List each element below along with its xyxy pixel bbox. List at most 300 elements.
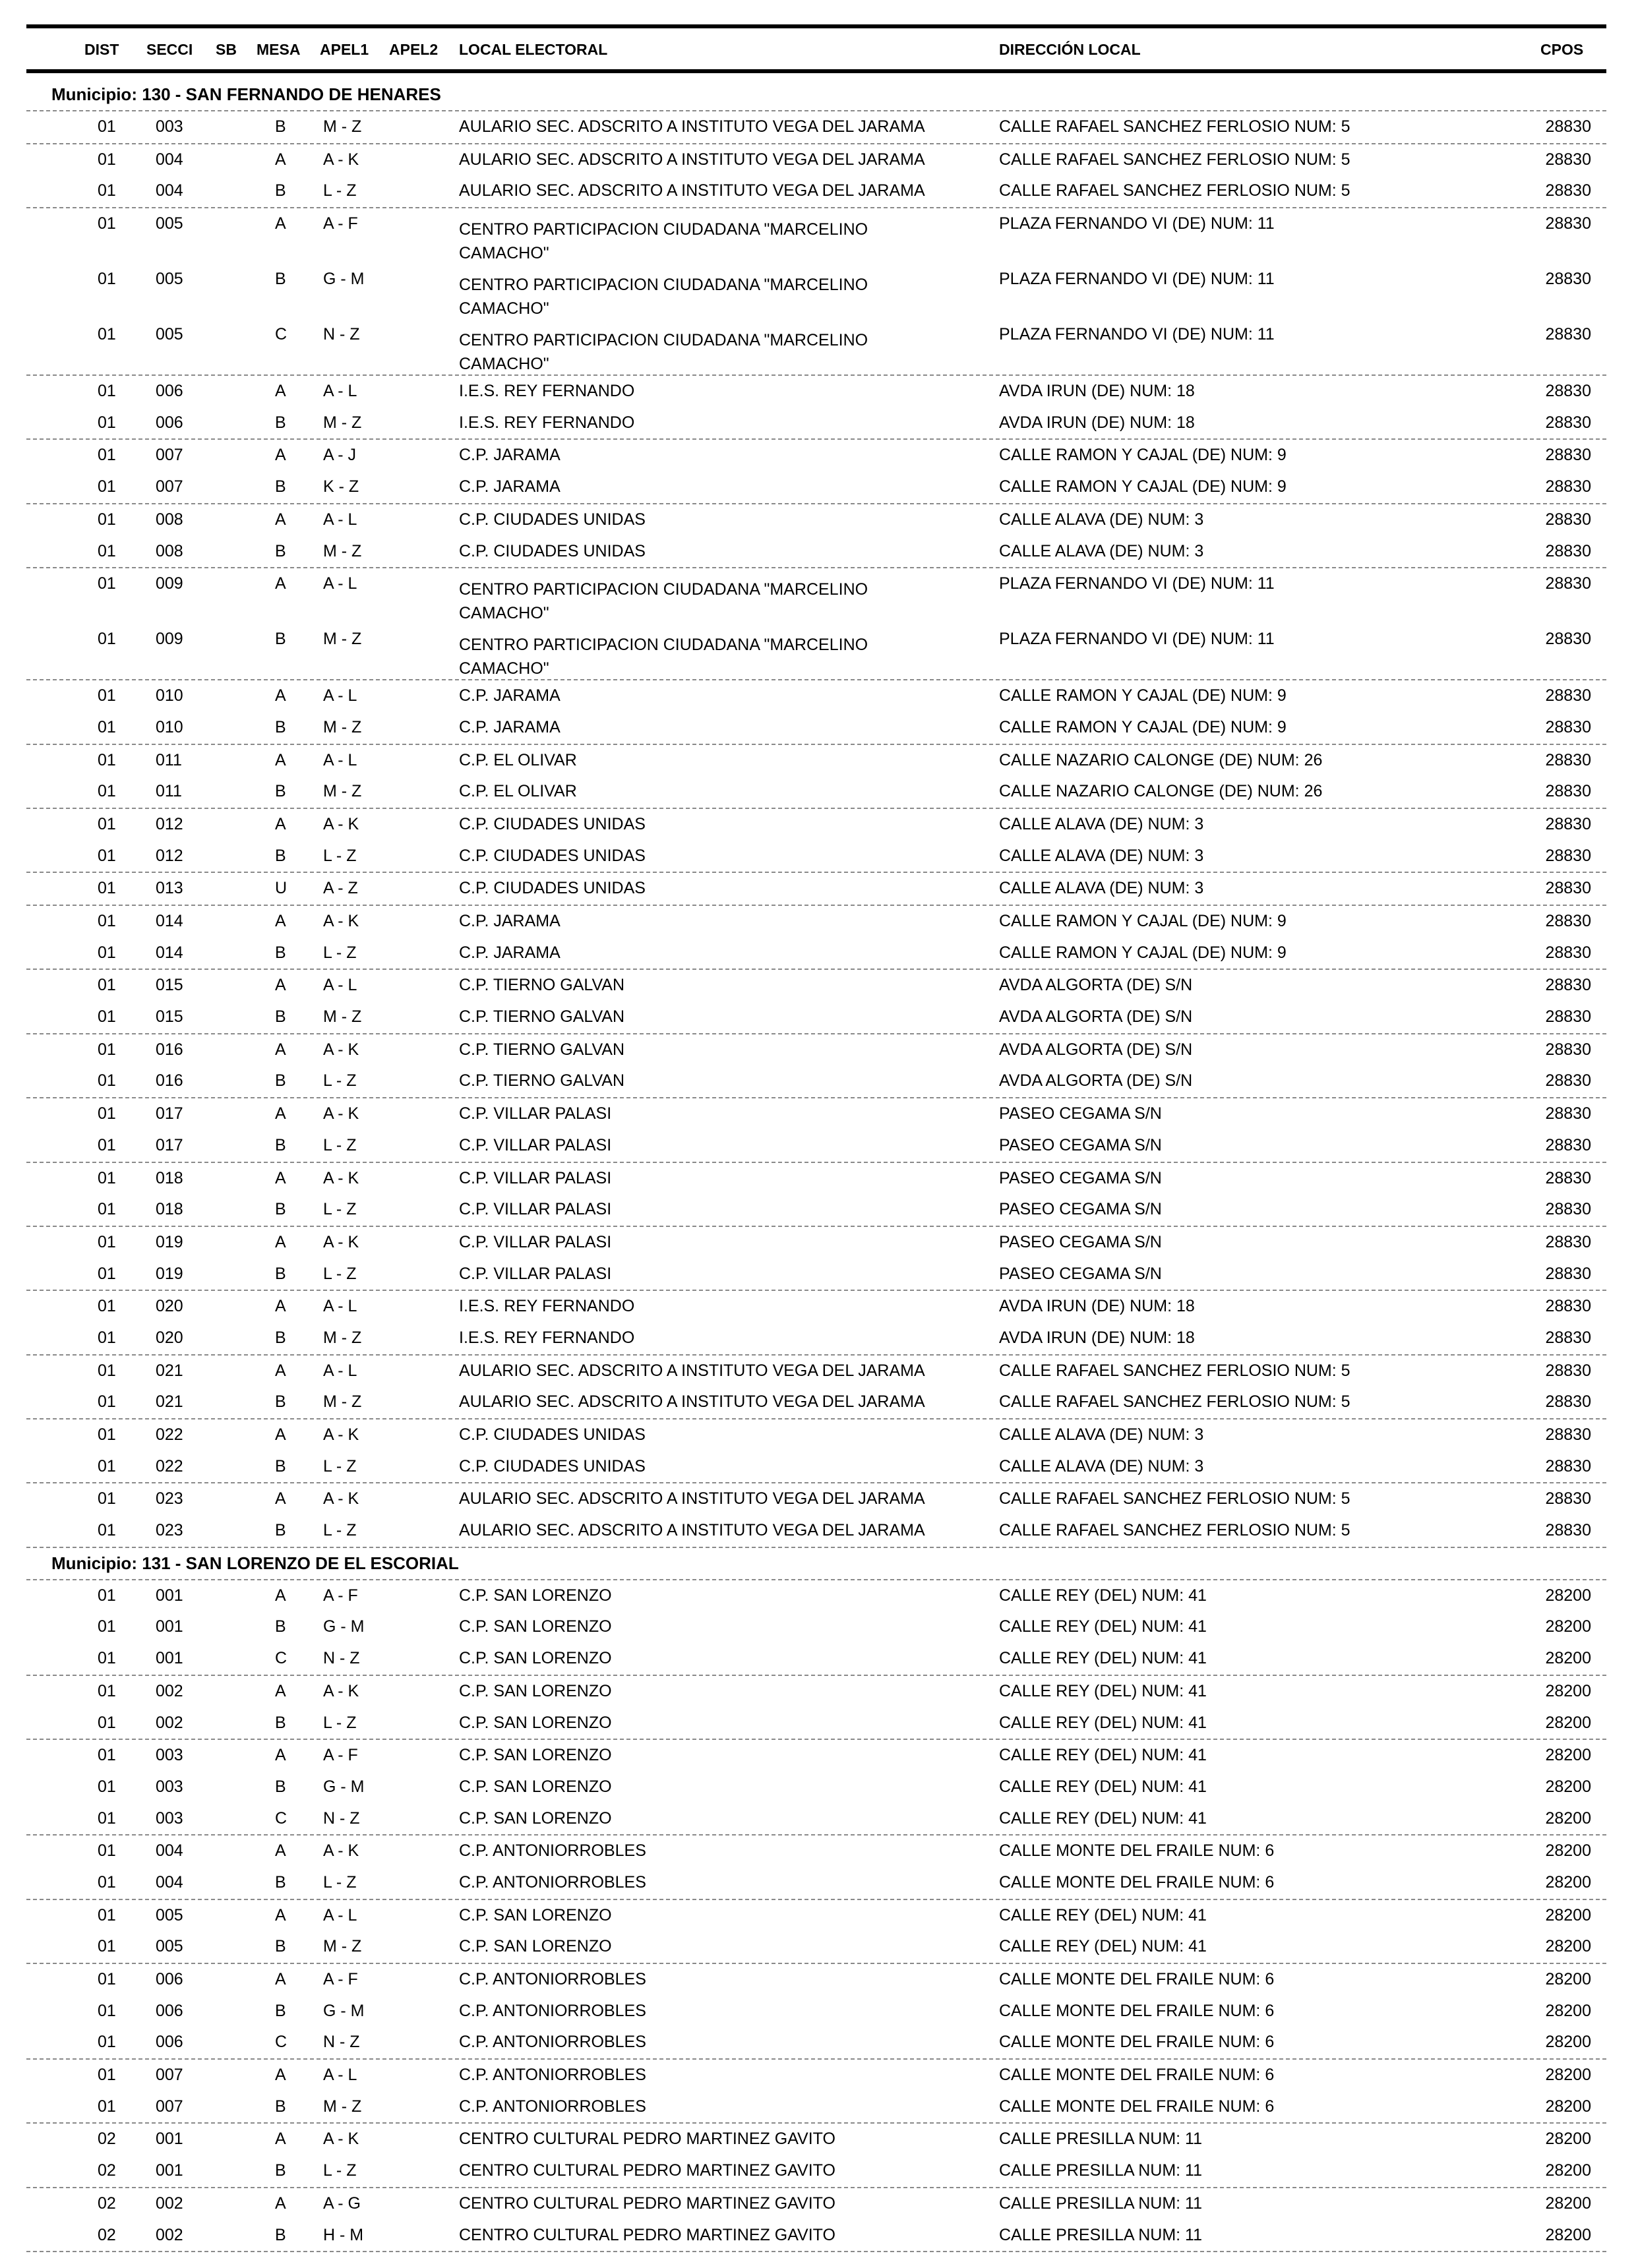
row-separator xyxy=(26,2251,1606,2252)
table-row xyxy=(0,1515,1638,1547)
cell-apel1: M - Z xyxy=(323,1937,362,1956)
cell-direccion: CALLE RAFAEL SANCHEZ FERLOSIO NUM: 5 xyxy=(999,181,1350,200)
cell-dist: 01 xyxy=(98,446,116,465)
cell-cpos: 28830 xyxy=(1545,943,1591,962)
cell-dist: 01 xyxy=(98,1264,116,1283)
table-row xyxy=(0,1001,1638,1033)
cell-apel1: A - K xyxy=(323,1104,359,1123)
cell-local: C.P. SAN LORENZO xyxy=(459,1649,612,1668)
cell-local: C.P. TIERNO GALVAN xyxy=(459,976,625,995)
table-row xyxy=(0,841,1638,872)
cell-mesa: A xyxy=(275,446,286,465)
cell-cpos: 28830 xyxy=(1545,1328,1591,1347)
cell-mesa: A xyxy=(275,976,286,995)
cell-apel1: A - K xyxy=(323,814,359,833)
cell-mesa: B xyxy=(275,2161,286,2180)
cell-mesa: B xyxy=(275,846,286,865)
table-row xyxy=(0,1483,1638,1515)
cell-mesa: B xyxy=(275,1200,286,1219)
cell-apel1: L - Z xyxy=(323,2161,357,2180)
cell-local: CENTRO CULTURAL PEDRO MARTINEZ GAVITO xyxy=(459,2193,835,2213)
cell-secci: 019 xyxy=(156,1232,183,1251)
cell-local: C.P. SAN LORENZO xyxy=(459,1681,612,1700)
cell-mesa: B xyxy=(275,1617,286,1636)
cell-direccion: AVDA IRUN (DE) NUM: 18 xyxy=(999,1328,1195,1347)
cell-local: C.P. TIERNO GALVAN xyxy=(459,1071,625,1090)
cell-dist: 01 xyxy=(98,510,116,529)
cell-local: C.P. CIUDADES UNIDAS xyxy=(459,510,646,529)
cell-mesa: C xyxy=(275,1808,288,1828)
cell-dist: 01 xyxy=(98,413,116,432)
cell-cpos: 28200 xyxy=(1545,1970,1591,1988)
cell-local: C.P. SAN LORENZO xyxy=(459,1746,612,1765)
cell-apel1: L - Z xyxy=(323,1521,357,1540)
table-row xyxy=(0,1740,1638,1772)
cell-direccion: PASEO CEGAMA S/N xyxy=(999,1135,1162,1154)
top-rule xyxy=(26,24,1606,28)
cell-direccion: CALLE REY (DEL) NUM: 41 xyxy=(999,1746,1207,1765)
cell-secci: 003 xyxy=(156,1808,183,1828)
cell-direccion: CALLE PRESILLA NUM: 11 xyxy=(999,2161,1203,2180)
cell-direccion: AVDA ALGORTA (DE) S/N xyxy=(999,976,1193,995)
cell-dist: 01 xyxy=(98,943,116,962)
table-row xyxy=(0,776,1638,808)
cell-local: C.P. JARAMA xyxy=(459,912,561,930)
cell-apel1: N - Z xyxy=(323,325,360,344)
cell-direccion: PASEO CEGAMA S/N xyxy=(999,1264,1162,1283)
cell-mesa: A xyxy=(275,1746,286,1765)
cell-direccion: CALLE ALAVA (DE) NUM: 3 xyxy=(999,814,1204,833)
header-bottom-rule xyxy=(26,69,1606,73)
header-apel1: APEL1 xyxy=(320,41,369,58)
cell-direccion: CALLE RAMON Y CAJAL (DE) NUM: 9 xyxy=(999,686,1287,705)
cell-direccion: PLAZA FERNANDO VI (DE) NUM: 11 xyxy=(999,630,1275,649)
cell-cpos: 28200 xyxy=(1545,2130,1591,2149)
cell-direccion: CALLE MONTE DEL FRAILE NUM: 6 xyxy=(999,2066,1275,2085)
cell-local: C.P. JARAMA xyxy=(459,943,561,962)
cell-direccion: AVDA IRUN (DE) NUM: 18 xyxy=(999,382,1195,401)
cell-cpos: 28200 xyxy=(1545,1905,1591,1925)
cell-direccion: CALLE REY (DEL) NUM: 41 xyxy=(999,1649,1207,1668)
table-row xyxy=(0,906,1638,938)
cell-secci: 007 xyxy=(156,2066,183,2085)
cell-cpos: 28200 xyxy=(1545,1937,1591,1956)
cell-secci: 022 xyxy=(156,1425,183,1444)
cell-secci: 003 xyxy=(156,1777,183,1796)
cell-secci: 004 xyxy=(156,1872,183,1892)
cell-cpos: 28830 xyxy=(1545,150,1591,169)
cell-local: C.P. ANTONIORROBLES xyxy=(459,2066,646,2085)
cell-dist: 01 xyxy=(98,574,116,593)
table-row xyxy=(0,1611,1638,1643)
table-row xyxy=(0,264,1638,319)
cell-mesa: A xyxy=(275,1681,286,1700)
table-row xyxy=(0,536,1638,568)
cell-dist: 01 xyxy=(98,1937,116,1956)
cell-cpos: 28200 xyxy=(1545,1586,1591,1605)
cell-cpos: 28830 xyxy=(1545,382,1591,401)
cell-dist: 01 xyxy=(98,1489,116,1508)
cell-secci: 007 xyxy=(156,2097,183,2116)
cell-dist: 01 xyxy=(98,1841,116,1861)
cell-secci: 014 xyxy=(156,912,183,930)
cell-secci: 006 xyxy=(156,1970,183,1988)
cell-dist: 02 xyxy=(98,2161,116,2180)
cell-dist: 01 xyxy=(98,1392,116,1412)
cell-apel1: G - M xyxy=(323,1777,365,1796)
cell-local: C.P. JARAMA xyxy=(459,717,561,736)
cell-dist: 01 xyxy=(98,1521,116,1540)
cell-local: CENTRO CULTURAL PEDRO MARTINEZ GAVITO xyxy=(459,2130,835,2149)
table-row xyxy=(0,873,1638,905)
cell-apel1: L - Z xyxy=(323,1200,357,1219)
cell-dist: 01 xyxy=(98,1586,116,1605)
cell-local: C.P. SAN LORENZO xyxy=(459,1905,612,1925)
cell-apel1: A - L xyxy=(323,510,357,529)
cell-secci: 002 xyxy=(156,1713,183,1732)
cell-direccion: CALLE REY (DEL) NUM: 41 xyxy=(999,1586,1207,1605)
cell-secci: 012 xyxy=(156,814,183,833)
cell-secci: 006 xyxy=(156,382,183,401)
cell-apel1: A - K xyxy=(323,1489,359,1508)
cell-apel1: L - Z xyxy=(323,1456,357,1476)
cell-direccion: PASEO CEGAMA S/N xyxy=(999,1200,1162,1219)
cell-secci: 020 xyxy=(156,1297,183,1316)
cell-local: AULARIO SEC. ADSCRITO A INSTITUTO VEGA DEL JARAMA xyxy=(459,150,925,169)
cell-local: AULARIO SEC. ADSCRITO A INSTITUTO VEGA DEL JARAMA xyxy=(459,1392,925,1412)
header-dist: DIST xyxy=(84,41,119,58)
cell-cpos: 28200 xyxy=(1545,2193,1591,2213)
table-row xyxy=(0,712,1638,744)
cell-secci: 005 xyxy=(156,1905,183,1925)
table-row xyxy=(0,1835,1638,1867)
cell-direccion: CALLE RAFAEL SANCHEZ FERLOSIO NUM: 5 xyxy=(999,150,1350,169)
cell-local: CENTRO PARTICIPACION CIUDADANA "MARCELINO CAMACHO" xyxy=(459,580,868,623)
cell-direccion: AVDA ALGORTA (DE) S/N xyxy=(999,1071,1193,1090)
cell-mesa: A xyxy=(275,1104,286,1123)
cell-direccion: PLAZA FERNANDO VI (DE) NUM: 11 xyxy=(999,270,1275,289)
cell-mesa: A xyxy=(275,1425,286,1444)
cell-secci: 023 xyxy=(156,1521,183,1540)
cell-cpos: 28830 xyxy=(1545,1071,1591,1090)
cell-mesa: B xyxy=(275,1007,286,1027)
cell-dist: 01 xyxy=(98,879,116,898)
cell-direccion: CALLE RAMON Y CAJAL (DE) NUM: 9 xyxy=(999,477,1287,496)
cell-secci: 019 xyxy=(156,1264,183,1283)
cell-mesa: C xyxy=(275,2033,288,2052)
cell-apel1: A - L xyxy=(323,2066,357,2085)
cell-local: C.P. VILLAR PALASI xyxy=(459,1168,612,1187)
cell-direccion: CALLE MONTE DEL FRAILE NUM: 6 xyxy=(999,2001,1275,2020)
cell-cpos: 28830 xyxy=(1545,782,1591,801)
table-row xyxy=(0,1130,1638,1162)
cell-direccion: CALLE RAMON Y CAJAL (DE) NUM: 9 xyxy=(999,717,1287,736)
cell-dist: 01 xyxy=(98,630,116,649)
cell-mesa: B xyxy=(275,717,286,736)
municipio-heading: Municipio: 131 - SAN LORENZO DE EL ESCORIAL xyxy=(51,1553,459,1573)
cell-local: AULARIO SEC. ADSCRITO A INSTITUTO VEGA DEL JARAMA xyxy=(459,117,925,136)
cell-mesa: A xyxy=(275,912,286,930)
cell-dist: 01 xyxy=(98,117,116,136)
cell-mesa: B xyxy=(275,270,286,289)
header-sb: SB xyxy=(216,41,237,58)
cell-apel1: A - K xyxy=(323,1681,359,1700)
cell-cpos: 28200 xyxy=(1545,2001,1591,2020)
cell-direccion: CALLE MONTE DEL FRAILE NUM: 6 xyxy=(999,1841,1275,1861)
cell-mesa: B xyxy=(275,2001,286,2020)
cell-apel1: A - Z xyxy=(323,879,358,898)
table-row xyxy=(0,1676,1638,1708)
cell-cpos: 28830 xyxy=(1545,1489,1591,1508)
cell-secci: 008 xyxy=(156,541,183,560)
cell-apel1: L - Z xyxy=(323,846,357,865)
cell-local: CENTRO PARTICIPACION CIUDADANA "MARCELINO CAMACHO" xyxy=(459,636,868,678)
cell-local: AULARIO SEC. ADSCRITO A INSTITUTO VEGA DEL JARAMA xyxy=(459,181,925,200)
table-row xyxy=(0,1996,1638,2027)
cell-direccion: CALLE REY (DEL) NUM: 41 xyxy=(999,1681,1207,1700)
table-row xyxy=(0,2027,1638,2058)
cell-apel1: A - K xyxy=(323,150,359,169)
cell-cpos: 28830 xyxy=(1545,717,1591,736)
cell-mesa: B xyxy=(275,630,286,649)
cell-direccion: CALLE RAFAEL SANCHEZ FERLOSIO NUM: 5 xyxy=(999,117,1350,136)
cell-local: CENTRO CULTURAL PEDRO MARTINEZ GAVITO xyxy=(459,2161,835,2180)
cell-apel1: A - J xyxy=(323,446,357,465)
cell-mesa: A xyxy=(275,2193,286,2213)
cell-apel1: M - Z xyxy=(323,413,362,432)
cell-dist: 02 xyxy=(98,2193,116,2213)
cell-cpos: 28830 xyxy=(1545,270,1591,289)
cell-cpos: 28830 xyxy=(1545,686,1591,705)
cell-direccion: CALLE NAZARIO CALONGE (DE) NUM: 26 xyxy=(999,782,1323,801)
cell-apel1: L - Z xyxy=(323,181,357,200)
cell-local: AULARIO SEC. ADSCRITO A INSTITUTO VEGA DEL JARAMA xyxy=(459,1521,925,1540)
cell-mesa: B xyxy=(275,1872,286,1892)
cell-secci: 017 xyxy=(156,1135,183,1154)
cell-apel1: G - M xyxy=(323,2001,365,2020)
cell-mesa: A xyxy=(275,1905,286,1925)
table-row xyxy=(0,970,1638,1001)
cell-local: C.P. SAN LORENZO xyxy=(459,1808,612,1828)
cell-dist: 01 xyxy=(98,686,116,705)
cell-cpos: 28200 xyxy=(1545,1841,1591,1861)
cell-apel1: L - Z xyxy=(323,1713,357,1732)
cell-secci: 002 xyxy=(156,2193,183,2213)
cell-cpos: 28830 xyxy=(1545,846,1591,865)
cell-mesa: A xyxy=(275,1168,286,1187)
cell-mesa: B xyxy=(275,1777,286,1796)
cell-dist: 01 xyxy=(98,1007,116,1027)
cell-local: C.P. EL OLIVAR xyxy=(459,782,577,801)
cell-local: C.P. CIUDADES UNIDAS xyxy=(459,846,646,865)
cell-dist: 01 xyxy=(98,1872,116,1892)
table-row xyxy=(0,1708,1638,1739)
cell-dist: 01 xyxy=(98,1328,116,1347)
cell-direccion: CALLE ALAVA (DE) NUM: 3 xyxy=(999,510,1204,529)
cell-secci: 003 xyxy=(156,1746,183,1765)
table-row xyxy=(0,1867,1638,1899)
cell-dist: 01 xyxy=(98,750,116,769)
cell-direccion: AVDA IRUN (DE) NUM: 18 xyxy=(999,413,1195,432)
header-cpos: CPOS xyxy=(1540,41,1584,58)
cell-cpos: 28200 xyxy=(1545,1872,1591,1892)
cell-dist: 01 xyxy=(98,1746,116,1765)
cell-direccion: CALLE MONTE DEL FRAILE NUM: 6 xyxy=(999,2033,1275,2052)
cell-direccion: CALLE PRESILLA NUM: 11 xyxy=(999,2130,1203,2149)
cell-secci: 010 xyxy=(156,717,183,736)
table-row xyxy=(0,1964,1638,1996)
cell-local: C.P. TIERNO GALVAN xyxy=(459,1007,625,1027)
table-row xyxy=(0,2060,1638,2091)
table-row xyxy=(0,1419,1638,1451)
cell-apel1: N - Z xyxy=(323,1649,360,1668)
cell-direccion: AVDA ALGORTA (DE) S/N xyxy=(999,1040,1193,1059)
cell-secci: 005 xyxy=(156,1937,183,1956)
cell-dist: 01 xyxy=(98,814,116,833)
cell-apel1: M - Z xyxy=(323,2097,362,2116)
table-row xyxy=(0,175,1638,207)
cell-local: C.P. VILLAR PALASI xyxy=(459,1104,612,1123)
cell-secci: 001 xyxy=(156,1649,183,1668)
cell-direccion: AVDA ALGORTA (DE) S/N xyxy=(999,1007,1193,1027)
cell-cpos: 28830 xyxy=(1545,750,1591,769)
cell-apel1: N - Z xyxy=(323,1808,360,1828)
cell-local: C.P. SAN LORENZO xyxy=(459,1937,612,1956)
cell-dist: 01 xyxy=(98,1071,116,1090)
cell-secci: 009 xyxy=(156,574,183,593)
cell-mesa: A xyxy=(275,2066,286,2085)
cell-local: C.P. CIUDADES UNIDAS xyxy=(459,1425,646,1444)
cell-cpos: 28830 xyxy=(1545,630,1591,649)
cell-secci: 008 xyxy=(156,510,183,529)
cell-dist: 01 xyxy=(98,1808,116,1828)
cell-mesa: A xyxy=(275,574,286,593)
cell-mesa: U xyxy=(275,879,288,898)
table-row xyxy=(0,1931,1638,1963)
cell-apel1: A - K xyxy=(323,912,359,930)
cell-apel1: M - Z xyxy=(323,541,362,560)
cell-mesa: A xyxy=(275,1232,286,1251)
cell-apel1: N - Z xyxy=(323,2033,360,2052)
table-row xyxy=(0,1772,1638,1803)
cell-mesa: A xyxy=(275,686,286,705)
cell-cpos: 28830 xyxy=(1545,510,1591,529)
cell-mesa: B xyxy=(275,413,286,432)
cell-dist: 01 xyxy=(98,1232,116,1251)
cell-dist: 01 xyxy=(98,1905,116,1925)
cell-cpos: 28200 xyxy=(1545,1649,1591,1668)
cell-direccion: PASEO CEGAMA S/N xyxy=(999,1104,1162,1123)
cell-apel1: L - Z xyxy=(323,1264,357,1283)
cell-local: CENTRO PARTICIPACION CIUDADANA "MARCELINO CAMACHO" xyxy=(459,276,868,318)
cell-local: I.E.S. REY FERNANDO xyxy=(459,413,635,432)
cell-mesa: B xyxy=(275,782,286,801)
cell-local: C.P. JARAMA xyxy=(459,477,561,496)
cell-mesa: C xyxy=(275,1649,288,1668)
cell-secci: 005 xyxy=(156,325,183,344)
cell-dist: 01 xyxy=(98,1777,116,1796)
cell-direccion: CALLE MONTE DEL FRAILE NUM: 6 xyxy=(999,1970,1275,1988)
cell-local: C.P. EL OLIVAR xyxy=(459,750,577,769)
cell-apel1: A - F xyxy=(323,1746,358,1765)
cell-secci: 007 xyxy=(156,446,183,465)
cell-cpos: 28200 xyxy=(1545,2161,1591,2180)
cell-mesa: B xyxy=(275,1264,286,1283)
cell-direccion: CALLE MONTE DEL FRAILE NUM: 6 xyxy=(999,2097,1275,2116)
cell-local: CENTRO PARTICIPACION CIUDADANA "MARCELINO CAMACHO" xyxy=(459,220,868,263)
cell-secci: 001 xyxy=(156,2161,183,2180)
cell-dist: 01 xyxy=(98,541,116,560)
cell-cpos: 28830 xyxy=(1545,574,1591,593)
cell-secci: 003 xyxy=(156,117,183,136)
cell-apel1: A - F xyxy=(323,1586,358,1605)
cell-dist: 02 xyxy=(98,2130,116,2149)
cell-mesa: A xyxy=(275,750,286,769)
cell-cpos: 28830 xyxy=(1545,1104,1591,1123)
cell-direccion: CALLE MONTE DEL FRAILE NUM: 6 xyxy=(999,1872,1275,1892)
cell-cpos: 28830 xyxy=(1545,1168,1591,1187)
cell-dist: 01 xyxy=(98,150,116,169)
cell-apel1: M - Z xyxy=(323,1328,362,1347)
cell-mesa: A xyxy=(275,382,286,401)
cell-direccion: CALLE RAMON Y CAJAL (DE) NUM: 9 xyxy=(999,943,1287,962)
cell-secci: 021 xyxy=(156,1392,183,1412)
cell-local: AULARIO SEC. ADSCRITO A INSTITUTO VEGA DEL JARAMA xyxy=(459,1489,925,1508)
cell-secci: 006 xyxy=(156,413,183,432)
cell-cpos: 28830 xyxy=(1545,976,1591,995)
cell-cpos: 28830 xyxy=(1545,413,1591,432)
table-row xyxy=(0,1900,1638,1932)
cell-direccion: CALLE PRESILLA NUM: 11 xyxy=(999,2193,1203,2213)
cell-cpos: 28200 xyxy=(1545,2225,1591,2244)
table-row xyxy=(0,1098,1638,1130)
cell-apel1: A - K xyxy=(323,1425,359,1444)
cell-cpos: 28830 xyxy=(1545,1521,1591,1540)
cell-cpos: 28830 xyxy=(1545,912,1591,930)
cell-dist: 01 xyxy=(98,1425,116,1444)
cell-dist: 01 xyxy=(98,2033,116,2052)
cell-mesa: A xyxy=(275,1297,286,1316)
table-row xyxy=(0,440,1638,471)
cell-secci: 018 xyxy=(156,1168,183,1187)
table-row xyxy=(0,568,1638,624)
cell-dist: 01 xyxy=(98,477,116,496)
cell-direccion: CALLE REY (DEL) NUM: 41 xyxy=(999,1617,1207,1636)
cell-secci: 001 xyxy=(156,1617,183,1636)
cell-local: C.P. JARAMA xyxy=(459,446,561,465)
cell-cpos: 28830 xyxy=(1545,446,1591,465)
cell-apel1: A - L xyxy=(323,686,357,705)
cell-secci: 020 xyxy=(156,1328,183,1347)
cell-secci: 010 xyxy=(156,686,183,705)
cell-dist: 01 xyxy=(98,2066,116,2085)
table-row xyxy=(0,2220,1638,2252)
table-row xyxy=(0,471,1638,503)
cell-dist: 01 xyxy=(98,382,116,401)
table-row xyxy=(0,1291,1638,1323)
cell-apel1: K - Z xyxy=(323,477,359,496)
cell-mesa: B xyxy=(275,181,286,200)
cell-direccion: AVDA IRUN (DE) NUM: 18 xyxy=(999,1297,1195,1316)
table-row xyxy=(0,1323,1638,1354)
cell-cpos: 28830 xyxy=(1545,181,1591,200)
cell-direccion: CALLE ALAVA (DE) NUM: 3 xyxy=(999,541,1204,560)
table-row xyxy=(0,1194,1638,1226)
cell-cpos: 28830 xyxy=(1545,1007,1591,1027)
cell-apel1: L - Z xyxy=(323,1071,357,1090)
cell-secci: 016 xyxy=(156,1071,183,1090)
cell-direccion: CALLE RAFAEL SANCHEZ FERLOSIO NUM: 5 xyxy=(999,1521,1350,1540)
